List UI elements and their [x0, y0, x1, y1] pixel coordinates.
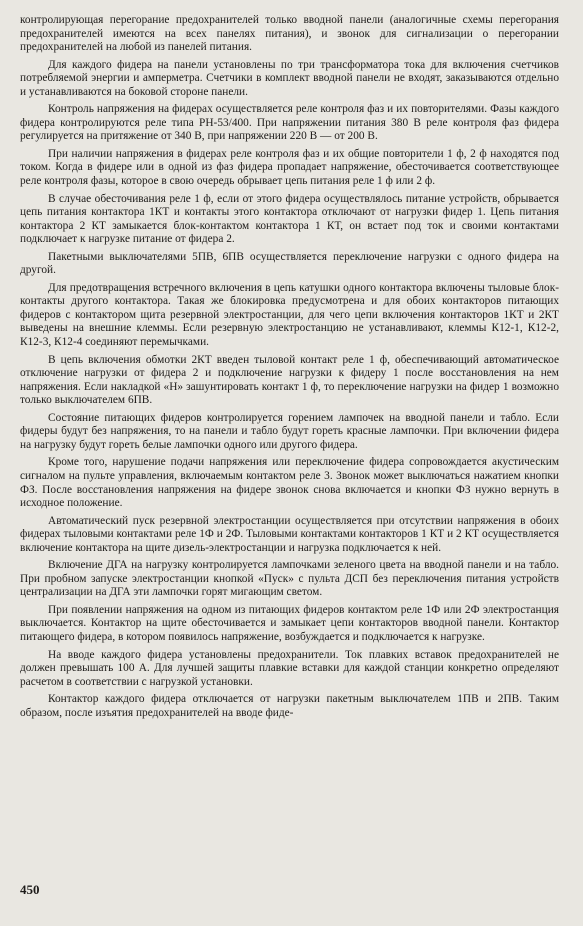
paragraph: При наличии напряжения в фидерах реле контроля фаз и их общие повторители 1 ф, 2 ф находятся под током. Когда в фидере или в одной из фаз фидера пропадает напряжение, обесточивается соответствующее реле контроля фазы, которое в свою очередь обрывает цепь питания реле 1 ф или 2 ф. [20, 147, 559, 188]
paragraph: Пакетными выключателями 5ПВ, 6ПВ осуществляется переключение нагрузки с одного фидера на другой. [20, 250, 559, 277]
paragraph: Состояние питающих фидеров контролируется горением лампочек на вводной панели и табло. Если фидеры будут без напряжения, то на панели и табло будут гореть красные лампочки. При включении фидера на нагрузку будут гореть белые лампочки одного или другого фидера. [20, 411, 559, 451]
paragraph: Контактор каждого фидера отключается от нагрузки пакетным выключателем 1ПВ и 2ПВ. Таким образом, после изъятия предохранителей на вводе фиде- [20, 693, 559, 719]
paragraph: Для каждого фидера на панели установлены по три трансформатора тока для включения счетчиков потребляемой энергии и амперметра. Счетчики в комплект вводной панели не входят, заказываются отдельно и устанавливаются на боковой стороне панели. [20, 58, 559, 98]
paragraph: Включение ДГА на нагрузку контролируется лампочками зеленого цвета на вводной панели и на табло. При пробном запуске электростанции кнопкой «Пуск» с пульта ДСП без переключения питания устройств централизации на ДГА эти лампочки горят мигающим светом. [20, 559, 559, 599]
paragraph: Кроме того, нарушение подачи напряжения или переключение фидера сопровождается акустическим сигналом на пульте управления, включаемым контактом реле 3. Звонок может выключаться нажатием кнопки ФЗ. После восстановления напряжения на фидере звонок снова включается и кнопки ФЗ нужно вернуть в исходное положение. [20, 456, 559, 510]
paragraph: контролирующая перегорание предохранителей только вводной панели (аналогичные схемы перегорания предохранителей имеются на всех панелях питания), и звонок для сигнализации о перегорании предохранителей на любой из панелей питания. [20, 14, 559, 54]
paragraph: Автоматический пуск резервной электростанции осуществляется при отсутствии напряжения в обоих фидерах тыловыми контактами реле 1Ф и 2Ф. Тыловыми контактами контакторов 1 КТ и 2 КТ осуществляется включение контактора на щите дизель-электростанции и нагрузка подключается к ней. [20, 514, 559, 554]
paragraph: Контроль напряжения на фидерах осуществляется реле контроля фаз и их повторителями. Фазы каждого фидера контролируются реле типа РН-53/400. При напряжении питания 380 В реле контроля фаз фидера регулируется на притяжение от 340 В, при напряжении 220 В — от 200 В. [20, 103, 559, 143]
page-number: 450 [20, 882, 40, 897]
body-text [20, 14, 559, 720]
paragraph: В случае обесточивания реле 1 ф, если от этого фидера осуществлялось питание устройств, обрывается цепь питания контактора 1КТ и контакты этого контактора отключают от нагрузки фидер 1. Цепь питания контактора 2 КТ замыкается блок-контактом контактора 1 КТ, он встает под ток и своими контактами подключает к нагрузке питание от фидера 2. [20, 192, 559, 246]
paragraph: На вводе каждого фидера установлены предохранители. Ток плавких вставок предохранителей не должен превышать 100 А. Для лучшей защиты плавкие вставки для каждой станции конкретно определяют расчетом в соответствии с нагрузкой установки. [20, 648, 559, 688]
paragraph: В цепь включения обмотки 2КТ введен тыловой контакт реле 1 ф, обеспечивающий автоматическое отключение нагрузки от фидера 2 и подключение нагрузки к фидеру 1 после восстановления на нем напряжения. Если накладкой «Н» зашунтировать контакт 1 ф, то переключение нагрузки на фидер 1 возможно только выключателем 6ПВ. [20, 353, 559, 407]
paragraph: Для предотвращения встречного включения в цепь катушки одного контактора включены тыловые блок-контакты другого контактора. Такая же блокировка предусмотрена и для обоих контакторов питающих фидеров с контактором щита резервной электростанции, для чего цепи включения контакторов 1КТ и 2КТ выведены на внешние клеммы. Если резервную электростанцию не устанавливают, клеммы К12-1, К12-2, К12-3, К12-4 соединяют перемычками. [20, 281, 559, 349]
paragraph: При появлении напряжения на одном из питающих фидеров контактом реле 1Ф или 2Ф электростанция выключается. Контактор на щите обесточивается и замыкает цепи контакторов вводной панели. Контактор питающего фидера, в котором появилось напряжение, возбуждается и подключается к нагрузке. [20, 603, 559, 643]
